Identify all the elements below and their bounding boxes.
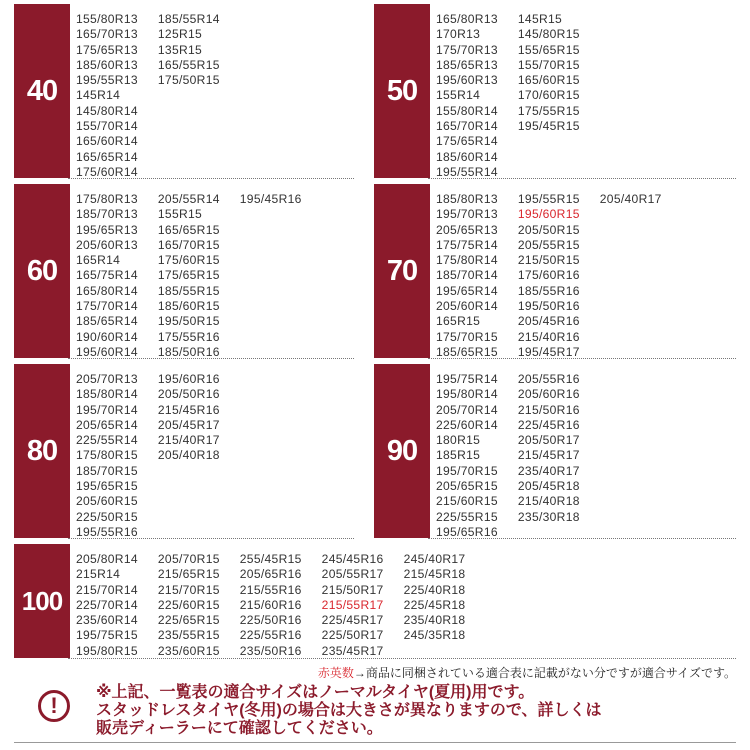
size-column — [158, 12, 220, 180]
tire-size: 175/80R14 — [436, 253, 498, 268]
tire-size: 215/40R16 — [517, 329, 580, 344]
tire-size: 215/45R17 — [517, 448, 580, 463]
tire-size: 195/70R15 — [436, 463, 498, 478]
tire-size: 195/70R13 — [436, 207, 498, 222]
tire-size: 195/45R16 — [239, 192, 302, 206]
size-column — [518, 12, 580, 180]
tire-size: 225/50R15 — [76, 509, 138, 524]
tire-size: 205/45R16 — [517, 314, 580, 329]
size-column — [436, 12, 498, 180]
tire-size: 180R15 — [436, 433, 481, 448]
tire-size: 215/55R16 — [239, 582, 302, 597]
size-column — [518, 372, 580, 540]
tire-size: 165/65R14 — [76, 149, 138, 164]
tire-size: 235/45R17 — [321, 643, 384, 658]
size-columns — [436, 192, 682, 360]
tire-size: 190/60R14 — [76, 329, 138, 344]
tire-size: 195/75R14 — [436, 372, 498, 386]
tire-size: 205/55R17 — [321, 567, 384, 582]
tire-size: 155/80R13 — [76, 12, 138, 26]
tire-size: 205/60R16 — [517, 387, 580, 402]
size-block-90 — [374, 364, 736, 538]
tire-size: 175/55R16 — [157, 329, 220, 344]
divider — [68, 358, 354, 359]
tire-size: 225/45R18 — [403, 597, 466, 612]
size-column — [158, 552, 220, 659]
tire-size: 205/40R17 — [599, 192, 662, 206]
size-columns — [76, 192, 322, 360]
tire-size: 185/55R15 — [157, 283, 220, 298]
divider — [68, 538, 354, 539]
tire-size: 195/65R16 — [436, 524, 498, 539]
tire-size: 165/75R14 — [76, 268, 138, 283]
tire-size: 185/60R14 — [436, 149, 498, 164]
size-column — [518, 192, 580, 360]
tire-size: 215/45R18 — [403, 567, 466, 582]
tire-size: 205/45R18 — [517, 479, 580, 494]
tire-size: 225/55R14 — [76, 433, 138, 448]
tire-size: 170/60R15 — [517, 88, 580, 103]
tire-size: 225/45R16 — [517, 417, 580, 432]
warning-line: スタッドレスタイヤ(冬用)の場合は大きさが異なりますので、詳しくは — [96, 702, 602, 719]
tire-size: 205/45R17 — [157, 417, 220, 432]
tire-size: 205/65R14 — [76, 417, 138, 432]
tire-size: 195/50R15 — [157, 314, 220, 329]
tire-size: 205/50R15 — [517, 222, 580, 237]
tire-size: 215/40R17 — [157, 433, 220, 448]
tire-size: 205/55R15 — [517, 237, 580, 252]
tire-size: 215/55R17 — [321, 597, 384, 612]
warning-text — [96, 684, 602, 738]
tire-size: 175/70R13 — [436, 42, 498, 57]
tire-size: 215/45R16 — [157, 402, 220, 417]
tire-size: 135R15 — [157, 42, 203, 57]
tire-size: 195/65R14 — [436, 283, 498, 298]
size-block-70 — [374, 184, 736, 358]
tire-size: 255/45R15 — [239, 552, 302, 566]
tire-size: 175/60R14 — [76, 164, 138, 179]
tire-size: 215/60R15 — [436, 494, 498, 509]
tire-size: 195/65R13 — [76, 222, 138, 237]
tire-size: 165/80R14 — [76, 283, 138, 298]
block-label: 90 — [374, 364, 430, 538]
tire-size: 165R14 — [76, 253, 121, 268]
tire-size: 205/65R13 — [436, 222, 498, 237]
tire-size: 205/55R16 — [517, 372, 580, 386]
tire-size: 175/70R14 — [76, 299, 138, 314]
tire-size: 205/70R13 — [76, 372, 138, 386]
tire-size: 225/60R15 — [157, 597, 220, 612]
tire-size: 175/75R14 — [436, 237, 498, 252]
tire-size: 175/70R15 — [436, 329, 498, 344]
size-column — [158, 192, 220, 360]
tire-size: 195/60R16 — [157, 372, 220, 386]
tire-size: 235/40R18 — [403, 613, 466, 628]
tire-size: 205/50R17 — [517, 433, 580, 448]
tire-size: 155R15 — [157, 207, 203, 222]
tire-size: 235/55R15 — [157, 628, 220, 643]
bottom-divider — [14, 742, 736, 743]
tire-size: 195/45R17 — [517, 344, 580, 359]
tire-size: 225/40R18 — [403, 582, 466, 597]
tire-size: 165/70R13 — [76, 27, 138, 42]
tire-size: 195/60R15 — [517, 207, 580, 222]
tire-size: 170R13 — [436, 27, 481, 42]
tire-size: 185/80R14 — [76, 387, 138, 402]
size-block-100 — [14, 544, 736, 658]
block-label: 40 — [14, 4, 70, 178]
divider — [68, 178, 354, 179]
tire-size: 195/55R14 — [436, 164, 498, 179]
tire-size: 165/70R14 — [436, 119, 498, 134]
tire-size: 125R15 — [157, 27, 203, 42]
tire-size: 195/60R14 — [76, 344, 138, 359]
tire-size: 195/70R14 — [76, 402, 138, 417]
tire-size: 155/65R15 — [517, 42, 580, 57]
tire-size: 185/65R14 — [76, 314, 138, 329]
tire-size: 155/70R15 — [517, 57, 580, 72]
tire-size: 205/60R15 — [76, 494, 138, 509]
tire-size: 165/60R14 — [76, 134, 138, 149]
tire-size: 205/60R13 — [76, 237, 138, 252]
divider — [428, 178, 736, 179]
block-label: 70 — [374, 184, 430, 358]
divider — [428, 538, 736, 539]
tire-size: 225/55R15 — [436, 509, 498, 524]
tire-size: 185/60R13 — [76, 57, 138, 72]
tire-size: 195/45R15 — [517, 119, 580, 134]
tire-size: 235/60R15 — [157, 643, 220, 658]
tire-size: 155R14 — [436, 88, 481, 103]
block-label: 50 — [374, 4, 430, 178]
tire-size: 225/65R15 — [157, 613, 220, 628]
tire-size: 165/60R15 — [517, 73, 580, 88]
tire-size: 165/80R13 — [436, 12, 498, 26]
tire-size: 195/60R13 — [436, 73, 498, 88]
tire-size: 155/70R14 — [76, 119, 138, 134]
tire-size: 175/60R16 — [517, 268, 580, 283]
size-column — [436, 372, 498, 540]
size-column — [436, 192, 498, 360]
tire-size: 185/70R14 — [436, 268, 498, 283]
tire-size: 165/55R15 — [157, 57, 220, 72]
tire-size: 175/65R13 — [76, 42, 138, 57]
footnote-text: →商品に同梱されている適合表に記載がない分ですが適合サイズです。 — [353, 666, 736, 680]
size-column — [240, 192, 302, 360]
block-label: 60 — [14, 184, 70, 358]
size-column — [76, 12, 138, 180]
tire-size: 205/60R14 — [436, 299, 498, 314]
tire-size: 225/50R17 — [321, 628, 384, 643]
tire-size: 195/80R15 — [76, 643, 138, 658]
size-column — [404, 552, 466, 659]
tire-size: 205/55R14 — [157, 192, 220, 206]
tire-size: 185R15 — [436, 448, 481, 463]
tire-size: 245/40R17 — [403, 552, 466, 566]
size-columns — [76, 12, 240, 180]
size-block-80 — [14, 364, 368, 538]
size-columns — [76, 372, 240, 540]
tire-size: 215/40R18 — [517, 494, 580, 509]
tire-size: 185/65R15 — [436, 344, 498, 359]
tire-size: 195/50R16 — [517, 299, 580, 314]
tire-size: 175/65R14 — [436, 134, 498, 149]
tire-size: 205/50R16 — [157, 387, 220, 402]
size-column — [600, 192, 662, 360]
tire-size: 195/55R15 — [517, 192, 580, 206]
tire-size: 195/75R15 — [76, 628, 138, 643]
tire-size: 175/50R15 — [157, 73, 220, 88]
tire-size: 225/50R16 — [239, 613, 302, 628]
warning-line: ※上記、一覧表の適合サイズはノーマルタイヤ(夏用)用です。 — [96, 684, 535, 701]
tire-size: 185/60R15 — [157, 299, 220, 314]
tire-size: 195/55R13 — [76, 73, 138, 88]
tire-size: 175/80R15 — [76, 448, 138, 463]
footnote — [318, 664, 736, 681]
tire-size: 195/55R16 — [76, 524, 138, 539]
tire-size: 185/80R13 — [436, 192, 498, 206]
tire-size: 215/60R16 — [239, 597, 302, 612]
tire-size: 165/70R15 — [157, 237, 220, 252]
tire-size: 145/80R14 — [76, 103, 138, 118]
size-block-60 — [14, 184, 368, 358]
block-label: 100 — [14, 544, 70, 658]
size-column — [76, 372, 138, 540]
tire-size: 205/70R15 — [157, 552, 220, 566]
tire-size: 205/65R16 — [239, 567, 302, 582]
tire-size: 245/45R16 — [321, 552, 384, 566]
size-columns — [436, 12, 600, 180]
tire-size: 205/40R18 — [157, 448, 220, 463]
tire-size: 215/65R15 — [157, 567, 220, 582]
tire-size: 165R15 — [436, 314, 481, 329]
exclamation-icon: ! — [38, 690, 70, 722]
tire-size: 225/55R16 — [239, 628, 302, 643]
divider — [68, 658, 736, 659]
size-column — [76, 552, 138, 659]
tire-size: 245/35R18 — [403, 628, 466, 643]
tire-size: 225/70R14 — [76, 597, 138, 612]
tire-size: 175/80R13 — [76, 192, 138, 206]
tire-size: 225/60R14 — [436, 417, 498, 432]
tire-size: 185/70R15 — [76, 463, 138, 478]
tire-size: 205/65R15 — [436, 479, 498, 494]
warning-line: 販売ディーラーにて確認してください。 — [96, 720, 383, 737]
tire-size: 205/70R14 — [436, 402, 498, 417]
tire-size: 215/70R15 — [157, 582, 220, 597]
tire-size: 175/65R15 — [157, 268, 220, 283]
tire-size: 215R14 — [76, 567, 121, 582]
tire-size: 155/80R14 — [436, 103, 498, 118]
tire-size: 145/80R15 — [517, 27, 580, 42]
tire-size: 165/65R15 — [157, 222, 220, 237]
tire-size: 235/40R17 — [517, 463, 580, 478]
tire-size: 235/60R14 — [76, 613, 138, 628]
tire-size: 235/50R16 — [239, 643, 302, 658]
tire-size: 185/55R14 — [157, 12, 220, 26]
tire-size: 145R14 — [76, 88, 121, 103]
tire-size: 215/50R17 — [321, 582, 384, 597]
tire-size: 205/80R14 — [76, 552, 138, 566]
size-column — [240, 552, 302, 659]
size-column — [76, 192, 138, 360]
tire-size: 185/70R13 — [76, 207, 138, 222]
tire-size: 195/65R15 — [76, 479, 138, 494]
tire-size: 185/65R13 — [436, 57, 498, 72]
tire-size: 185/55R16 — [517, 283, 580, 298]
tire-size: 175/55R15 — [517, 103, 580, 118]
divider — [428, 358, 736, 359]
size-column — [158, 372, 220, 540]
footnote-red-label: 赤英数 — [317, 666, 354, 680]
size-block-50 — [374, 4, 736, 178]
tire-size: 195/80R14 — [436, 387, 498, 402]
tire-size: 185/50R16 — [157, 344, 220, 359]
tire-size: 215/50R16 — [517, 402, 580, 417]
tire-size: 175/60R15 — [157, 253, 220, 268]
tire-size: 235/30R18 — [517, 509, 580, 524]
size-column — [322, 552, 384, 659]
size-columns — [76, 552, 485, 659]
size-block-40 — [14, 4, 368, 178]
block-label: 80 — [14, 364, 70, 538]
tire-size: 215/50R15 — [517, 253, 580, 268]
tire-size: 225/45R17 — [321, 613, 384, 628]
tire-size: 215/70R14 — [76, 582, 138, 597]
tire-size: 145R15 — [517, 12, 563, 26]
size-columns — [436, 372, 600, 540]
